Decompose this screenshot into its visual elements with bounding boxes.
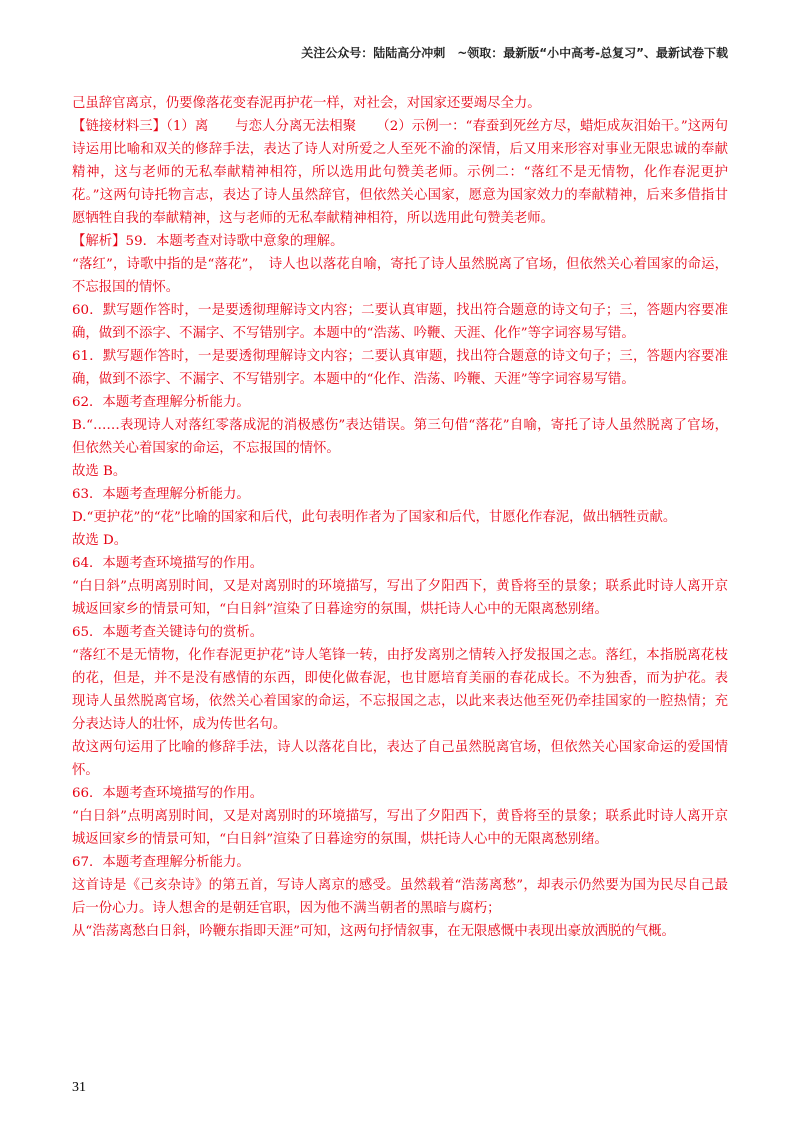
paragraph: “落红”，诗歌中指的是“落花”， 诗人也以落花自喻，寄托了诗人虽然脱离了官场，但依然关心着国家的命运，不忘报国的情怀。 — [72, 257, 728, 295]
paragraph: 65．本题考查关键诗句的赏析。 — [72, 625, 264, 640]
paragraph: “白日斜”点明离别时间，又是对离别时的环境描写，写出了夕阳西下，黄昏将至的景象；联系此时诗人离开京城返回家乡的情景可知，“白日斜”渲染了日暮途穷的氛围，烘托诗人心中的无限离愁别绪。 — [72, 579, 728, 617]
paragraph: 61．默写题作答时，一是要透彻理解诗文内容；二要认真审题，找出符合题意的诗文句子；三，答题内容要准确，做到不添字、不漏字、不写错别字。本题中的“化作、浩荡、吟鞭、天涯”等字词容易写错。 — [72, 349, 728, 387]
paragraph: 故这两句运用了比喻的修辞手法，诗人以落花自比，表达了自己虽然脱离官场，但依然关心国家命运的爱国情怀。 — [72, 740, 728, 778]
paragraph: D.“更护花”的“花”比喻的国家和后代，此句表明作者为了国家和后代，甘愿化作春泥，做出牺牲贡献。 — [72, 510, 677, 525]
paragraph: 62．本题考查理解分析能力。 — [72, 395, 250, 410]
paragraph: 这首诗是《己亥杂诗》的第五首，写诗人离京的感受。虽然载着“浩荡离愁”，却表示仍然要为国为民尽自己最后一份心力。诗人想舍的是朝廷官职，因为他不满当朝者的黑暗与腐朽； — [72, 878, 728, 916]
page-number: 31 — [72, 1080, 86, 1095]
paragraph: B.“……表现诗人对落红零落成泥的消极感伤”表达错误。第三句借“落花”自喻，寄托了诗人虽然脱离了官场，但依然关心着国家的命运，不忘报国的情怀。 — [72, 418, 728, 456]
paragraph: 己虽辞官离京，仍要像落花变春泥再护花一样，对社会，对国家还要竭尽全力。 — [72, 96, 541, 111]
paragraph: 63．本题考查理解分析能力。 — [72, 487, 250, 502]
paragraph: 故选 B。 — [72, 464, 127, 479]
paragraph: 故选 D。 — [72, 533, 128, 548]
answer-content — [72, 92, 728, 943]
paragraph: “白日斜”点明离别时间，又是对离别时的环境描写，写出了夕阳西下，黄昏将至的景象；联系此时诗人离开京城返回家乡的情景可知，“白日斜”渲染了日暮途穷的氛围，烘托诗人心中的无限离愁别绪。 — [72, 809, 728, 847]
page-header: 关注公众号：陆陆高分冲刺 ~领取：最新版“小中高考-总复习”、最新试卷下载 — [301, 46, 728, 60]
paragraph: 66．本题考查环境描写的作用。 — [72, 786, 264, 801]
paragraph: 67．本题考查理解分析能力。 — [72, 855, 250, 870]
paragraph: 64．本题考查环境描写的作用。 — [72, 556, 264, 571]
paragraph: 60．默写题作答时，一是要透彻理解诗文内容；二要认真审题，找出符合题意的诗文句子；三，答题内容要准确，做到不添字、不漏字、不写错别字。本题中的“浩荡、吟鞭、天涯、化作”等字词容易写错。 — [72, 303, 728, 341]
paragraph: “落红不是无情物，化作春泥更护花”诗人笔锋一转，由抒发离别之情转入抒发报国之志。落红，本指脱离花枝的花，但是，并不是没有感情的东西，即使化做春泥，也甘愿培育美丽的春花成长。不为独香，而为护花。表现诗人虽然脱离官场，依然关心着国家的命运，不忘报国之志，以此来表达他至死仍牵挂国家的一腔热情；充分表达诗人的壮怀，成为传世名句。 — [72, 648, 728, 732]
paragraph: 【解析】59．本题考查对诗歌中意象的理解。 — [72, 234, 344, 249]
paragraph: 从“浩荡离愁白日斜，吟鞭东指即天涯”可知，这两句抒情叙事，在无限感慨中表现出豪放洒脱的气概。 — [72, 924, 675, 939]
paragraph: 【链接材料三】（1）离 与恋人分离无法相聚 （2）示例一：“春蚕到死丝方尽，蜡炬成灰泪始干。”这两句诗运用比喻和双关的修辞手法，表达了诗人对所爱之人至死不渝的深情，后又用来形容对事业无限忠诚的奉献精神，这与老师的无私奉献精神相符，所以选用此句赞美老师。示例二：“落红不是无情物，化作春泥更护花。”这两句诗托物言志，表达了诗人虽然辞官，但依然关心国家，愿意为国家效力的奉献精神，后来多借指甘愿牺牲自我的奉献精神，这与老师的无私奉献精神相符，所以选用此句赞美老师。 — [72, 119, 728, 226]
